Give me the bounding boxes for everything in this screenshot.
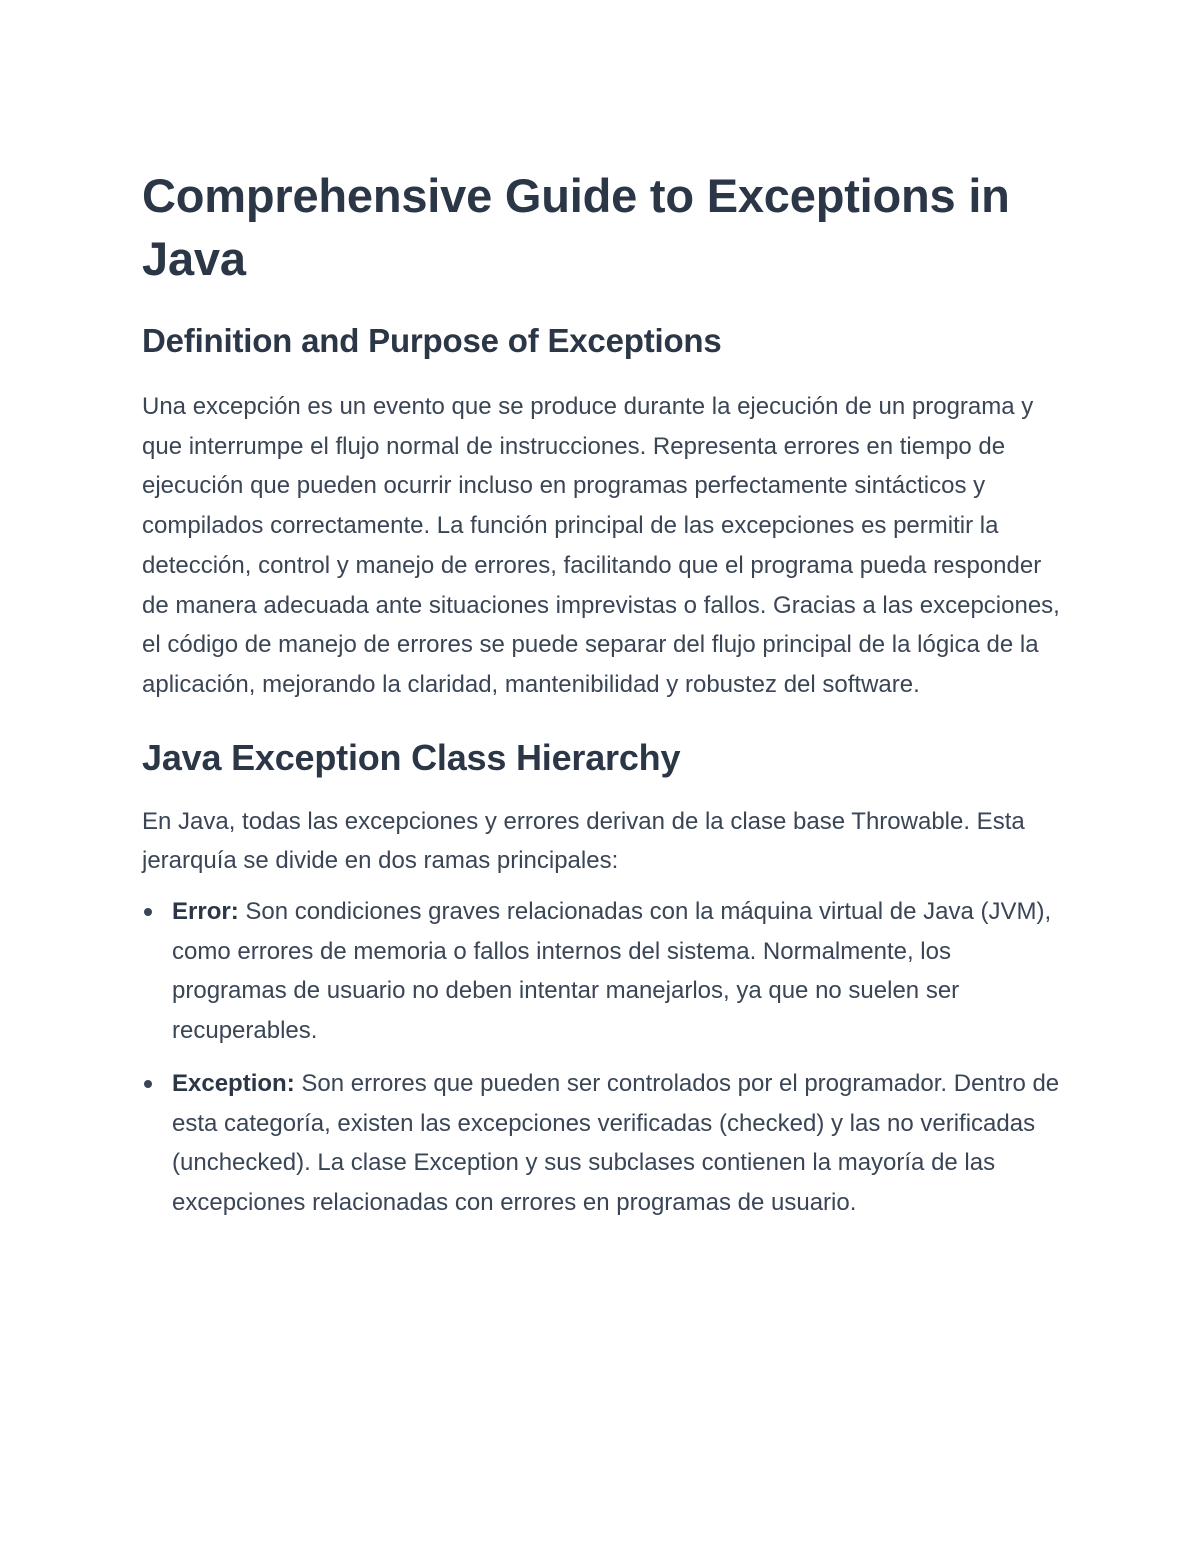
document-page xyxy=(142,164,1062,1236)
section-paragraph-hierarchy: En Java, todas las excepciones y errores derivan de la clase base Throwable. Esta jerarquía se divide en dos ramas principales: xyxy=(142,807,1025,875)
bullet-icon xyxy=(144,1080,152,1088)
section-heading-definition: Definition and Purpose of Exceptions xyxy=(142,322,722,359)
list-item xyxy=(142,1064,1062,1223)
page-title: Comprehensive Guide to Exceptions in Java xyxy=(142,169,1010,285)
list-item-text: Son errores que pueden ser controlados por el programador. Dentro de esta categoría, existen las excepciones verificadas (checked) y las no verificadas (unchecked). La clase Exception y sus subclases contienen la mayoría de las excepciones relacionadas con errores en programas de usuario. xyxy=(172,1069,1060,1216)
list-item xyxy=(142,892,1062,1051)
list-item-term: Error: xyxy=(172,898,239,926)
section-heading-hierarchy: Java Exception Class Hierarchy xyxy=(142,736,681,778)
list-item-text: Son condiciones graves relacionadas con la máquina virtual de Java (JVM), como errores de memoria o fallos internos del sistema. Normalmente, los programas de usuario no deben intentar manejarlos, ya que no suelen ser recuperables. xyxy=(172,898,1052,1045)
section-paragraph-definition: Una excepción es un evento que se produce durante la ejecución de un programa y que interrumpe el flujo normal de instrucciones. Representa errores en tiempo de ejecución que pueden ocurrir incluso en programas perfectamente sintácticos y compilados correctamente. La función principal de las excepciones es permitir la detección, control y manejo de errores, facilitando que el programa pueda responder de manera adecuada ante situaciones imprevistas o fallos. Gracias a las excepciones, el código de manejo de errores se puede separar del flujo principal de la lógica de la aplicación, mejorando la claridad, mantenibilidad y robustez del software. xyxy=(142,393,1060,698)
list-item-term: Exception: xyxy=(172,1069,295,1097)
hierarchy-list xyxy=(142,892,1062,1223)
bullet-icon xyxy=(144,908,152,916)
